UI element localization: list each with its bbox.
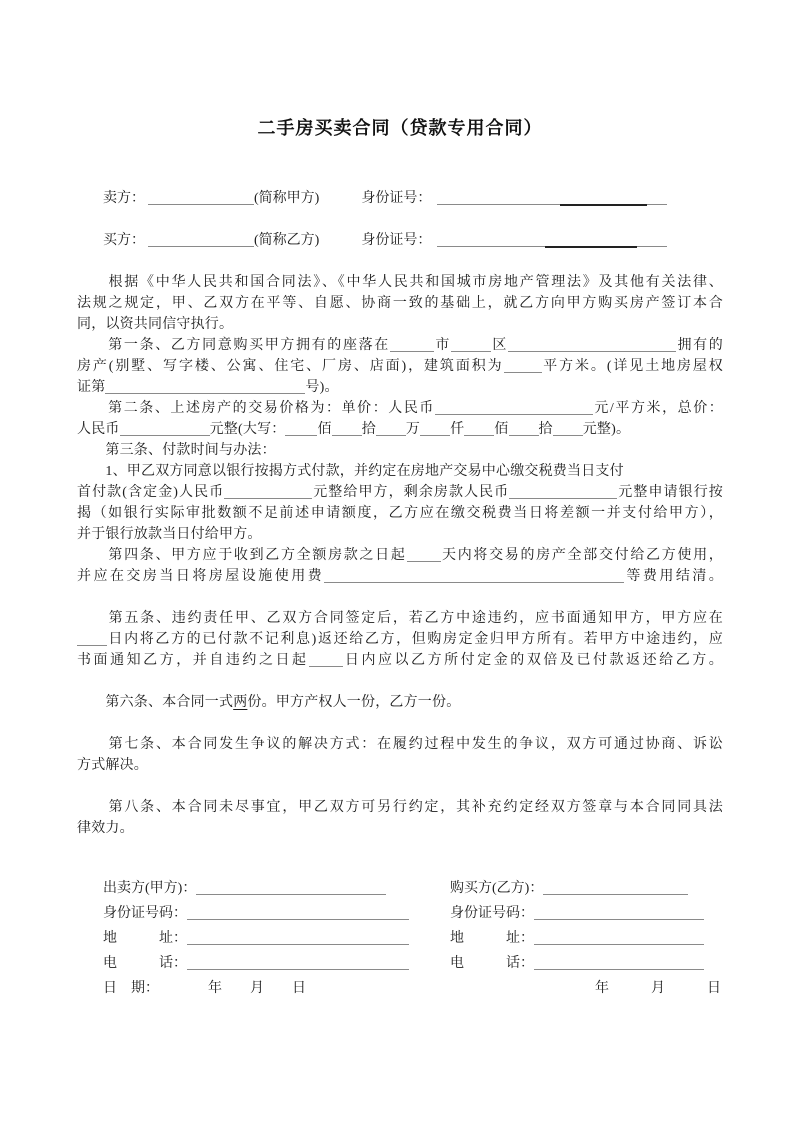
blank-spacer-line <box>77 713 723 734</box>
contract-line: 第一条、乙方同意购买甲方拥有的座落在 市 区 拥有的 <box>77 338 724 353</box>
underlined-text: 两 <box>233 695 248 710</box>
contract-line: 第五条、违约责任甲、乙双方合同签定后，若乙方中途违约，应书面通知甲方，甲方应在 <box>77 611 723 626</box>
blank-field[interactable] <box>105 379 305 394</box>
contract-line: 方式解决。 <box>77 758 148 773</box>
party-alias: (简称乙方) <box>254 233 320 248</box>
contract-line: 房产(别墅、写字楼、公寓、住宅、厂房、店面)，建筑面积为 平方米。(详见土地房屋权 <box>77 359 723 374</box>
blank-field[interactable] <box>148 190 254 205</box>
contract-line: 日内将乙方的已付款不记利息)返还给乙方，但购房定金归甲方所有。若甲方中途违约，应 <box>77 629 723 650</box>
signature-label: 地 址： <box>450 931 534 946</box>
signature-row <box>450 951 704 976</box>
contract-line: 法规之规定，甲、乙双方在平等、自愿、协商一致的基础上，就乙方向甲方购买房产签订本合 <box>77 296 723 311</box>
blank-field[interactable] <box>324 568 624 583</box>
blank-field[interactable] <box>285 421 317 436</box>
signature-label: 购买方(乙方)： <box>450 881 544 896</box>
blank-spacer-line <box>77 587 723 608</box>
blank-field[interactable] <box>390 337 434 352</box>
blank-field[interactable] <box>332 421 362 436</box>
blank-field[interactable] <box>120 421 210 436</box>
blank-field[interactable] <box>534 905 704 920</box>
party-label: 买方： <box>103 233 145 248</box>
blank-field[interactable] <box>509 421 539 436</box>
blank-field[interactable] <box>437 190 667 205</box>
blank-field[interactable] <box>420 421 450 436</box>
blank-field[interactable] <box>464 421 494 436</box>
signature-row <box>103 876 409 901</box>
contract-line: 并应在交房当日将房屋设施使用费 等费用结清。 <box>77 569 723 584</box>
party-label: 卖方： <box>103 191 145 206</box>
blank-field[interactable] <box>534 930 704 945</box>
date-line-seller: 日 期： 年 月 日 <box>103 981 306 996</box>
contract-line: 根据《中华人民共和国合同法》、《中华人民共和国城市房地产管理法》及其他有关法律、 <box>77 275 723 290</box>
contract-title: 二手房买卖合同（贷款专用合同） <box>257 118 543 138</box>
buyer-row <box>103 229 667 250</box>
blank-field-dark-segment <box>560 204 647 206</box>
contract-body <box>77 272 723 839</box>
signature-row <box>103 926 409 951</box>
blank-field[interactable] <box>224 484 312 499</box>
blank-field[interactable] <box>543 880 688 895</box>
contract-line: 首付款(含定金)人民币 元整给甲方，剩余房款人民币 元整申请银行按 <box>77 485 723 500</box>
contract-line: 第二条、上述房产的交易价格为：单价：人民币 元/平方米，总价： <box>77 401 723 416</box>
signature-label: 地 址： <box>103 931 187 946</box>
blank-field[interactable] <box>509 484 617 499</box>
blank-field[interactable] <box>148 232 254 247</box>
contract-line: 同，以资共同信守执行。 <box>77 317 234 332</box>
blank-field[interactable] <box>187 955 409 970</box>
signature-row <box>103 901 409 926</box>
contract-line: 第三条、付款时间与办法： <box>77 443 276 458</box>
contract-line: 1、甲乙双方同意以银行按揭方式付款，并约定在房地产交易中心缴交税费当日支付 <box>77 464 624 479</box>
contract-line: 书面通知乙方，并自违约之日起 日内应以乙方所付定金的双倍及已付款返还给乙方。 <box>77 653 723 668</box>
blank-field[interactable] <box>451 337 491 352</box>
signature-row <box>450 926 704 951</box>
blank-field[interactable] <box>376 421 406 436</box>
blank-spacer-line <box>77 776 723 797</box>
blank-field[interactable] <box>196 880 386 895</box>
blank-field[interactable] <box>508 337 676 352</box>
signature-label: 电 话： <box>103 956 187 971</box>
signature-block-buyer <box>450 876 704 976</box>
signature-label: 电 话： <box>450 956 534 971</box>
blank-field[interactable] <box>437 232 667 247</box>
contract-line: 第七条、本合同发生争议的解决方式：在履约过程中发生的争议，双方可通过协商、诉讼 <box>77 737 723 752</box>
seller-row <box>103 187 667 208</box>
signature-row <box>103 951 409 976</box>
contract-line: 并于银行放款当日付给甲方。 <box>77 527 262 542</box>
id-number-label: 身份证号： <box>361 191 432 206</box>
blank-field[interactable] <box>435 400 593 415</box>
date-line-buyer: 年 月 日 <box>595 981 721 996</box>
blank-field[interactable] <box>504 358 542 373</box>
contract-line: 第八条、本合同未尽事宜，甲乙双方可另行约定，其补充约定经双方签章与本合同同具法 <box>77 800 723 815</box>
blank-field[interactable] <box>187 905 409 920</box>
signature-row <box>450 876 704 901</box>
blank-spacer-line <box>77 671 723 692</box>
blank-field-dark-segment <box>545 246 637 248</box>
contract-line: 人民币 元整(大写： 佰 拾 万 仟 佰 拾 元整)。 <box>77 422 631 437</box>
signature-label: 身份证号码： <box>450 906 534 921</box>
blank-field[interactable] <box>407 547 441 562</box>
contract-line: 证第 号)。 <box>77 380 339 395</box>
blank-field[interactable] <box>534 955 704 970</box>
signature-block-seller <box>103 876 409 976</box>
contract-line: 第六条、本合同一式两份。甲方产权人一份，乙方一份。 <box>77 695 461 710</box>
blank-field[interactable] <box>553 421 583 436</box>
party-alias: (简称甲方) <box>254 191 320 206</box>
id-number-label: 身份证号： <box>361 233 432 248</box>
blank-field[interactable] <box>187 930 409 945</box>
signature-label: 身份证号码： <box>103 906 187 921</box>
signature-row <box>450 901 704 926</box>
contract-line: 第四条、甲方应于收到乙方全额房款之日起 天内将交易的房产全部交付给乙方使用， <box>77 548 723 563</box>
blank-field[interactable] <box>309 652 343 667</box>
signature-label: 出卖方(甲方)： <box>103 881 197 896</box>
contract-line: 律效力。 <box>77 821 134 836</box>
contract-line: 揭（如银行实际审批数额不足前述申请额度，乙方应在缴交税费当日将差额一并支付给甲方）， <box>77 506 723 521</box>
blank-field[interactable] <box>77 631 107 646</box>
